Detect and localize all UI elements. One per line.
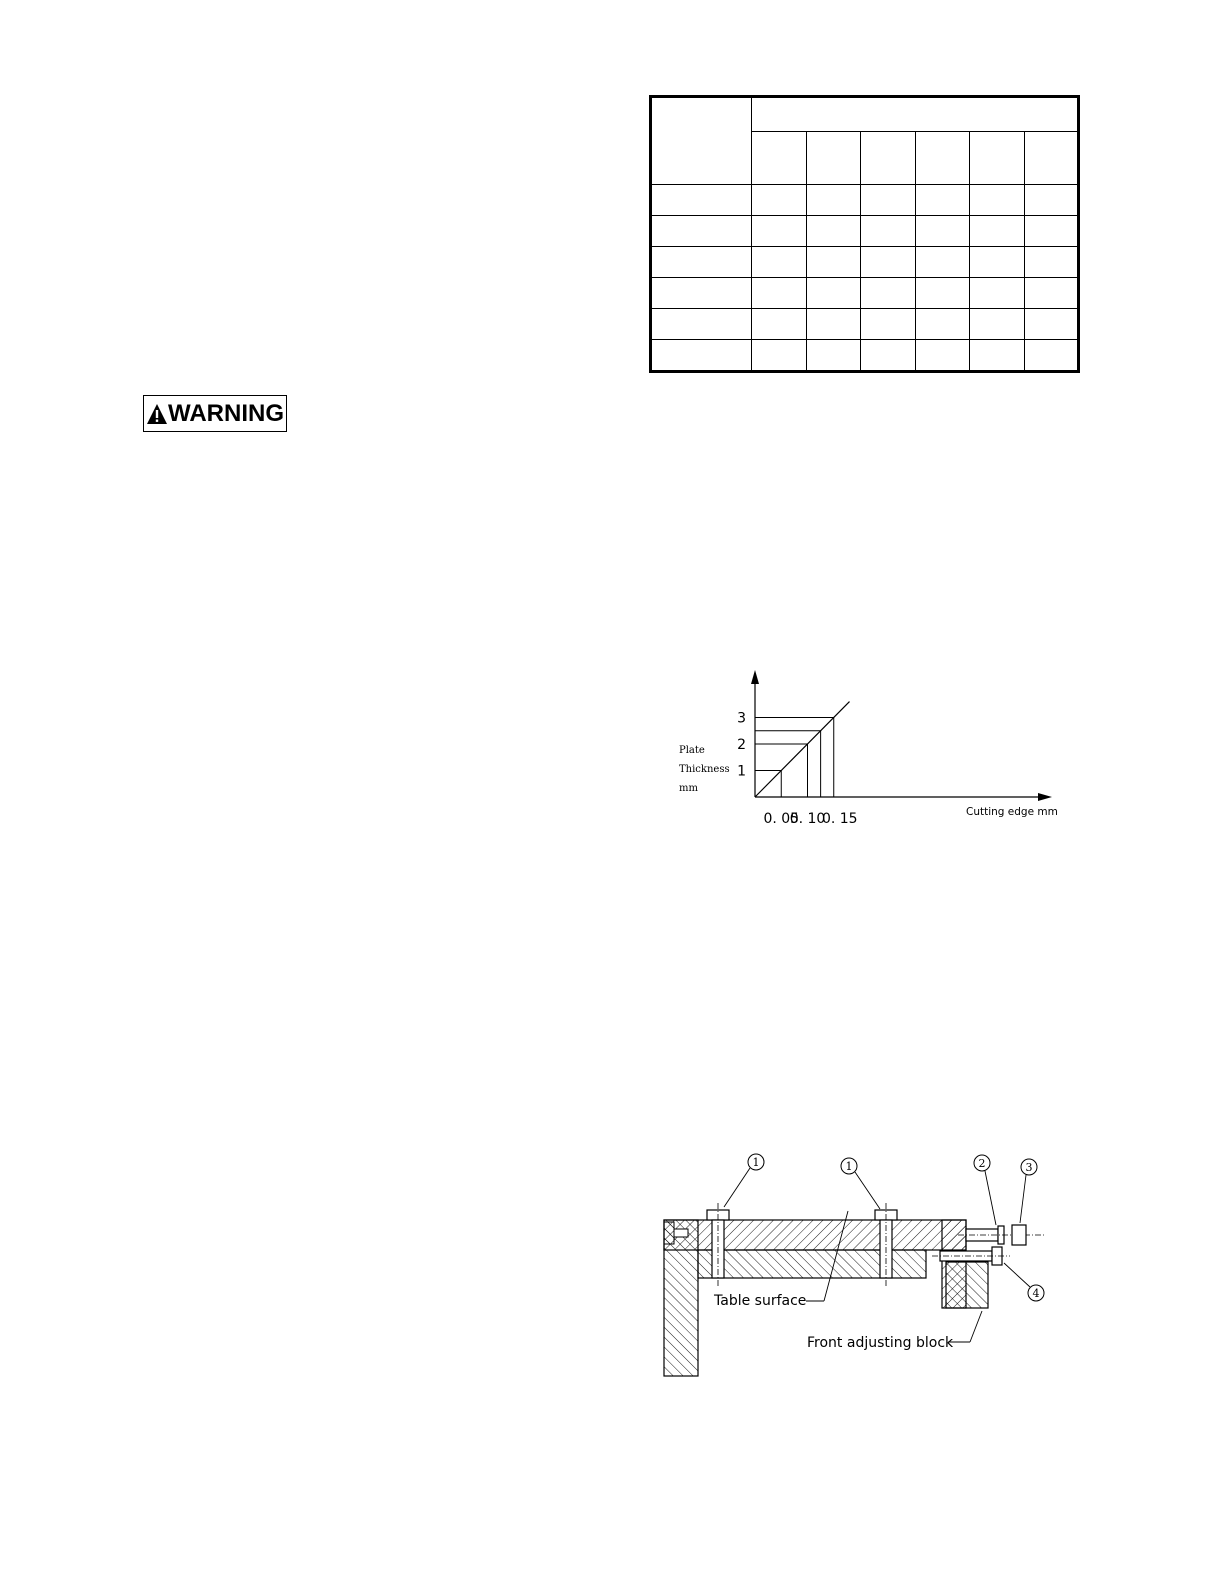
table-cell — [651, 278, 752, 309]
table-cell — [1024, 278, 1079, 309]
table-cell — [752, 309, 807, 340]
table-cell — [861, 216, 916, 247]
table-cell — [915, 309, 970, 340]
svg-text:2: 2 — [978, 1157, 986, 1170]
table-cell — [806, 340, 861, 372]
callout-1-left — [724, 1154, 764, 1207]
table-cell — [861, 309, 916, 340]
front-adjusting-block-label-group — [807, 1311, 982, 1351]
table-cell — [1024, 185, 1079, 216]
warning-text: WARNING — [168, 399, 284, 427]
svg-text:3: 3 — [1025, 1161, 1033, 1174]
left-screw-block — [664, 1222, 674, 1244]
table-group-header-cell — [752, 97, 1079, 132]
table-header-cell — [970, 132, 1025, 185]
table-row — [651, 216, 1079, 247]
y-axis-label-line: Plate — [679, 745, 705, 756]
table-cell — [970, 309, 1025, 340]
x-axis-arrow-icon — [1038, 793, 1052, 801]
callout-4 — [1004, 1263, 1044, 1301]
y-axis-label-line: mm — [679, 783, 698, 794]
table-header-row — [651, 97, 1079, 132]
table-cell — [970, 185, 1025, 216]
left-screw — [674, 1229, 688, 1237]
table-cell — [861, 278, 916, 309]
table-cell — [651, 247, 752, 278]
table-cell — [806, 216, 861, 247]
table-cell — [970, 247, 1025, 278]
y-axis-label-line: Thickness — [679, 764, 730, 775]
table-cell — [1024, 340, 1079, 372]
table-cell — [970, 216, 1025, 247]
table-cell — [806, 278, 861, 309]
table-cell — [651, 340, 752, 372]
table-cell — [915, 185, 970, 216]
y-tick-label: 3 — [737, 710, 746, 727]
table-corner-cell — [651, 97, 752, 185]
table-cell — [915, 340, 970, 372]
table-cell — [752, 278, 807, 309]
table-cell — [651, 216, 752, 247]
table-cell — [1024, 216, 1079, 247]
table-surface-label: Table surface — [714, 1293, 807, 1309]
table-cell — [861, 247, 916, 278]
table-cell — [752, 247, 807, 278]
front-adjusting-block-label: Front adjusting block — [807, 1335, 954, 1351]
warning-label — [143, 395, 287, 432]
x-tick-label: 0. 15 — [821, 811, 858, 827]
warning-triangle-icon — [146, 403, 168, 425]
table-cell — [1024, 247, 1079, 278]
table-cell — [861, 340, 916, 372]
x-tick-label: 0. 10 — [789, 811, 826, 827]
front-adjusting-block-lower — [946, 1262, 988, 1308]
svg-text:4: 4 — [1032, 1287, 1040, 1300]
table-cell — [970, 278, 1025, 309]
table-cell — [752, 216, 807, 247]
y-axis-arrow-icon — [751, 670, 759, 684]
table-row — [651, 340, 1079, 372]
callout-3 — [1020, 1159, 1037, 1223]
callout-2 — [974, 1155, 996, 1225]
table-header-cell — [861, 132, 916, 185]
warning-label-content — [146, 399, 284, 427]
table-top-plate — [664, 1220, 966, 1250]
table-header-cell — [806, 132, 861, 185]
adjusting-screw-2 — [958, 1226, 1045, 1244]
table-cell — [970, 340, 1025, 372]
x-axis-label: Cutting edge mm — [966, 806, 1058, 818]
lock-nut-3 — [1012, 1225, 1026, 1245]
table-cell — [752, 185, 807, 216]
table-cell — [752, 340, 807, 372]
table-cell — [915, 247, 970, 278]
svg-text:1: 1 — [752, 1156, 760, 1169]
table-cell — [651, 309, 752, 340]
table-cell — [915, 216, 970, 247]
table-header-cell — [915, 132, 970, 185]
spec-table — [649, 95, 1080, 373]
table-cell — [915, 278, 970, 309]
x-tick-label: 0. 05 — [763, 811, 800, 827]
series-line — [755, 702, 850, 797]
table-row — [651, 247, 1079, 278]
table-header-cell — [1024, 132, 1079, 185]
table-cell — [1024, 309, 1079, 340]
table-header-cell — [752, 132, 807, 185]
table-row — [651, 278, 1079, 309]
callout-1-right — [841, 1158, 880, 1209]
table-cell — [806, 247, 861, 278]
table-cell — [806, 185, 861, 216]
y-tick-label: 1 — [737, 763, 746, 780]
svg-text:1: 1 — [845, 1160, 853, 1173]
y-tick-label: 2 — [737, 737, 746, 753]
table-row — [651, 309, 1079, 340]
table-cell — [651, 185, 752, 216]
table-cell — [806, 309, 861, 340]
table-cell — [861, 185, 916, 216]
table-row — [651, 185, 1079, 216]
table-assembly-figure — [660, 1156, 1060, 1385]
